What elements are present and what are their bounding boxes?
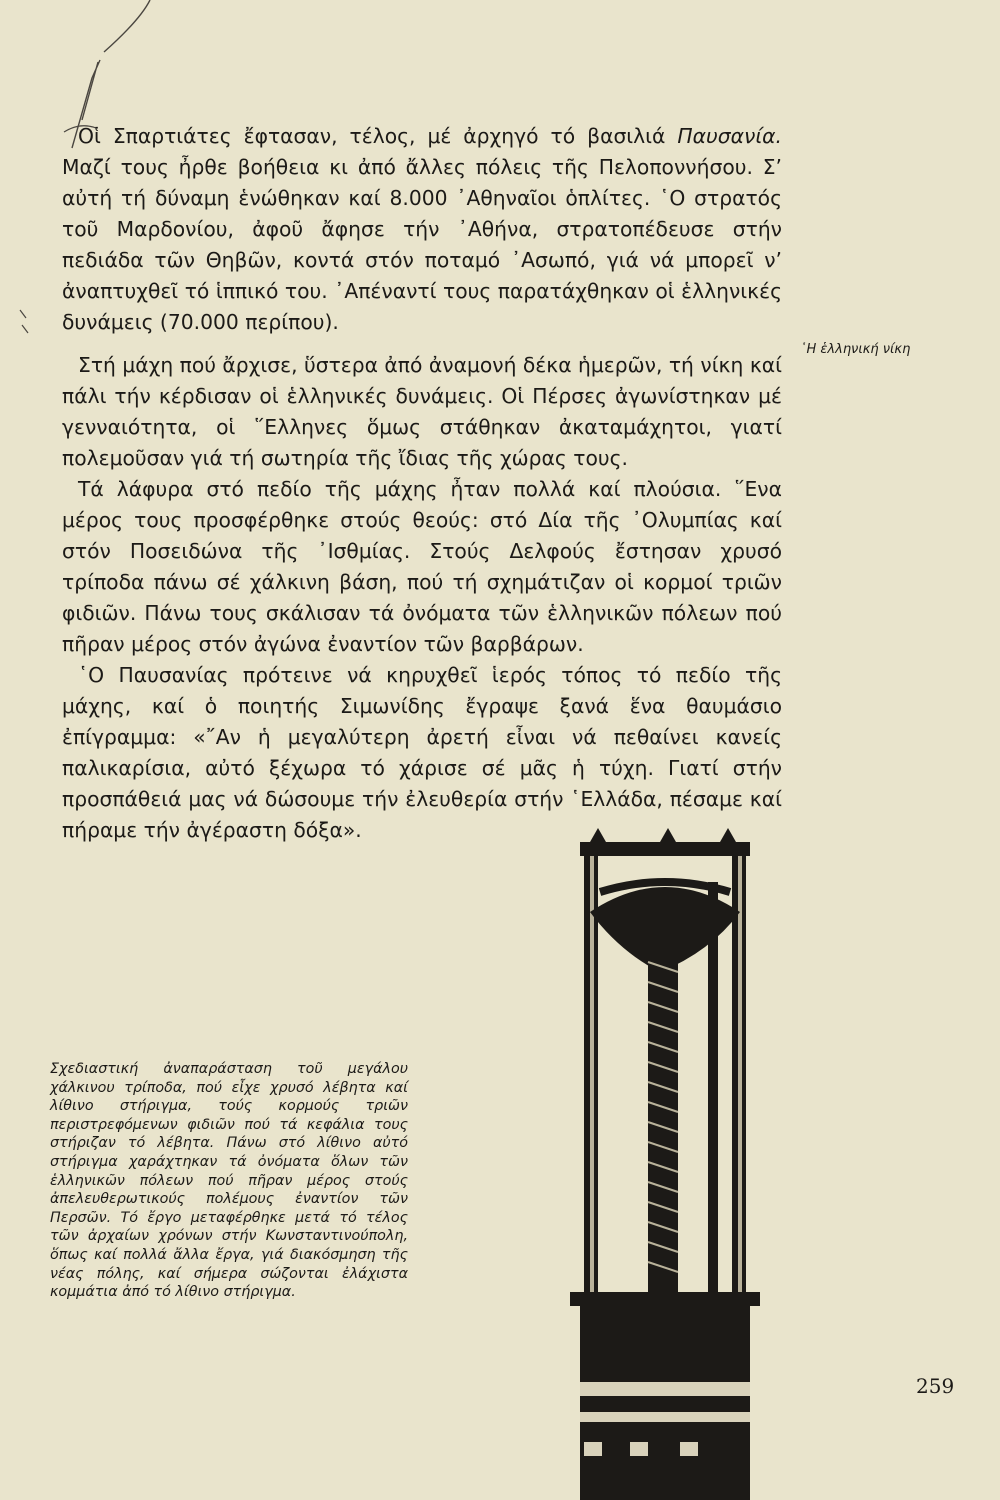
page-number: 259 [916,1374,955,1398]
margin-note: ῾Η ἑλληνική νίκη [800,342,911,357]
tripod-illustration [560,822,770,1500]
emphasis-pausanias: Παυσανία. [677,124,782,148]
paragraph-2: Στή μάχη πού ἄρχισε, ὕστερα ἀπό ἀναμονή δέκα ἡμερῶν, τή νίκη καί πάλι τήν κέρδισαν οἱ ἑλληνικές δυνάμεις. Οἱ Πέρσες ἀγωνίστηκαν μέ γενναιότητα, οἱ ῞Ελληνες ὅμως στάθηκαν ἀκαταμάχητοι, γιατί πολεμοῦσαν γιά τή σωτηρία τῆς ἴδιας τῆς χώρας τους. [62,353,782,470]
main-text [62,121,782,846]
paragraph-3: Τά λάφυρα στό πεδίο τῆς μάχης ἦταν πολλά καί πλούσια. ῞Ενα μέρος τους προσφέρθηκε στούς θεούς: στό Δία τῆς ᾿Ολυμπίας καί στόν Ποσειδώνα τῆς ᾿Ισθμίας. Στούς Δελφούς ἔστησαν χρυσό τρίποδα πάνω σέ χάλκινη βάση, πού τή σχημάτιζαν οἱ κορμοί τριῶν φιδιῶν. Πάνω τους σκάλισαν τά ὀνόματα τῶν ἑλληνικῶν πόλεων πού πῆραν μέρος στόν ἀγώνα ἐναντίον τῶν βαρβάρων. [62,477,782,656]
paragraph-1 [62,121,782,338]
figure-caption: Σχεδιαστική ἀναπαράσταση τοῦ μεγάλου χάλκινου τρίποδα, πού εἶχε χρυσό λέβητα καί λίθινο στήριγμα, τούς κορμούς τριῶν περιστρεφόμενων φιδιῶν πού τά κεφάλια τους στήριζαν τό λέβητα. Πάνω στό λίθινο αὐτό στήριγμα χαράχτηκαν τά ὀνόματα ὅλων τῶν ἑλληνικῶν πόλεων πού πῆραν μέρος στούς ἀπελευθερωτικούς πολέμους ἐναντίον τῶν Περσῶν. Τό ἔργο μεταφέρθηκε μετά τό τέλος τῶν ἀρχαίων χρόνων στήν Κωνσταντινούπολη, ὅπως καί πολλά ἄλλα ἔργα, γιά διακόσμηση τῆς νέας πόλης, καί σήμερα σώζονται ἐλάχιστα κομμάτια ἀπό τό λίθινο στήριγμα. [50,1061,408,1301]
paragraph-1-text-cont: Μαζί τους ἦρθε βοήθεια κι ἀπό ἄλλες πόλεις τῆς Πελοποννήσου. Σ’ αὐτή τή δύναμη ἑνώθηκαν καί 8.000 ᾿Αθηναῖοι ὁπλίτες. ῾Ο στρατός τοῦ Μαρδονίου, ἀφοῦ ἄφησε τήν ᾿Αθήνα, στρατοπέδευσε στήν πεδιάδα τῶν Θηβῶν, κοντά στόν ποταμό ᾿Ασωπό, γιά νά μπορεῖ ν’ ἀναπτυχθεῖ τό ἱππικό του. ᾿Απέναντί τους παρατάχθηκαν οἱ ἑλληνικές δυνάμεις (70.000 περίπου). [62,155,782,334]
paragraph-1-text: Οἱ Σπαρτιάτες ἔφτασαν, τέλος, μέ ἀρχηγό τό βασιλιά [78,124,678,148]
paragraph-4: ῾Ο Παυσανίας πρότεινε νά κηρυχθεῖ ἱερός τόπος τό πεδίο τῆς μάχης, καί ὁ ποιητής Σιμωνίδης ἔγραψε ξανά ἕνα θαυμάσιο ἐπίγραμμα: «῎Αν ἡ μεγαλύτερη ἀρετή εἶναι νά πεθαίνει κανείς παλικαρίσια, αὐτό ξέχωρα τό χάρισε σέ μᾶς ἡ τύχη. Γιατί στήν προσπάθειά μας νά δώσουμε τήν ἐλευθερία στήν ῾Ελλάδα, πέσαμε καί πήραμε τήν ἀγέραστη δόξα». [62,663,782,842]
